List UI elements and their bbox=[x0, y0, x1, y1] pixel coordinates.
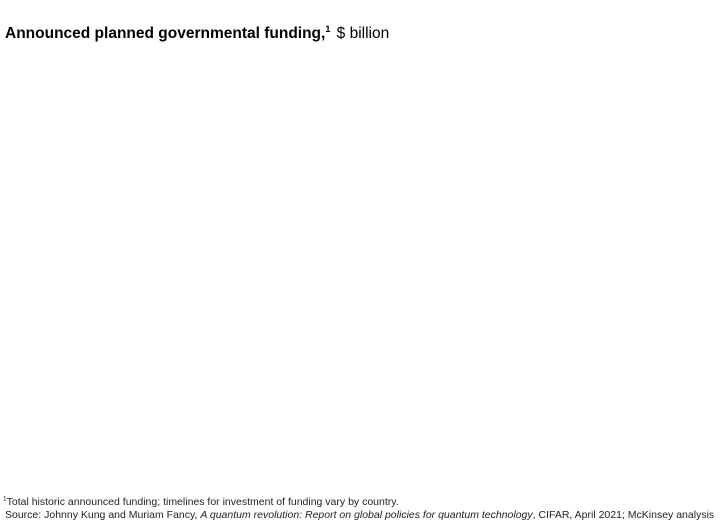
chart-plot-area bbox=[5, 56, 715, 486]
chart-unit: $ billion bbox=[336, 25, 390, 42]
source-note bbox=[3, 509, 717, 522]
chart-svg bbox=[5, 56, 715, 486]
source-suffix: , CIFAR, April 2021; McKinsey analysis bbox=[532, 509, 715, 521]
footnote-text: Total historic announced funding; timelines for investment of funding vary by country. bbox=[6, 496, 399, 508]
chart-notes bbox=[3, 496, 717, 522]
chart-title bbox=[5, 24, 389, 44]
source-prefix: Source: Johnny Kung and Muriam Fancy, bbox=[5, 509, 201, 521]
source-title: A quantum revolution: Report on global policies for quantum technology bbox=[200, 509, 533, 521]
footnote-marker: 1 bbox=[3, 495, 7, 503]
footnote bbox=[3, 496, 717, 509]
chart-title-text: Announced planned governmental funding, bbox=[5, 25, 326, 42]
title-footnote-marker: 1 bbox=[325, 23, 331, 34]
